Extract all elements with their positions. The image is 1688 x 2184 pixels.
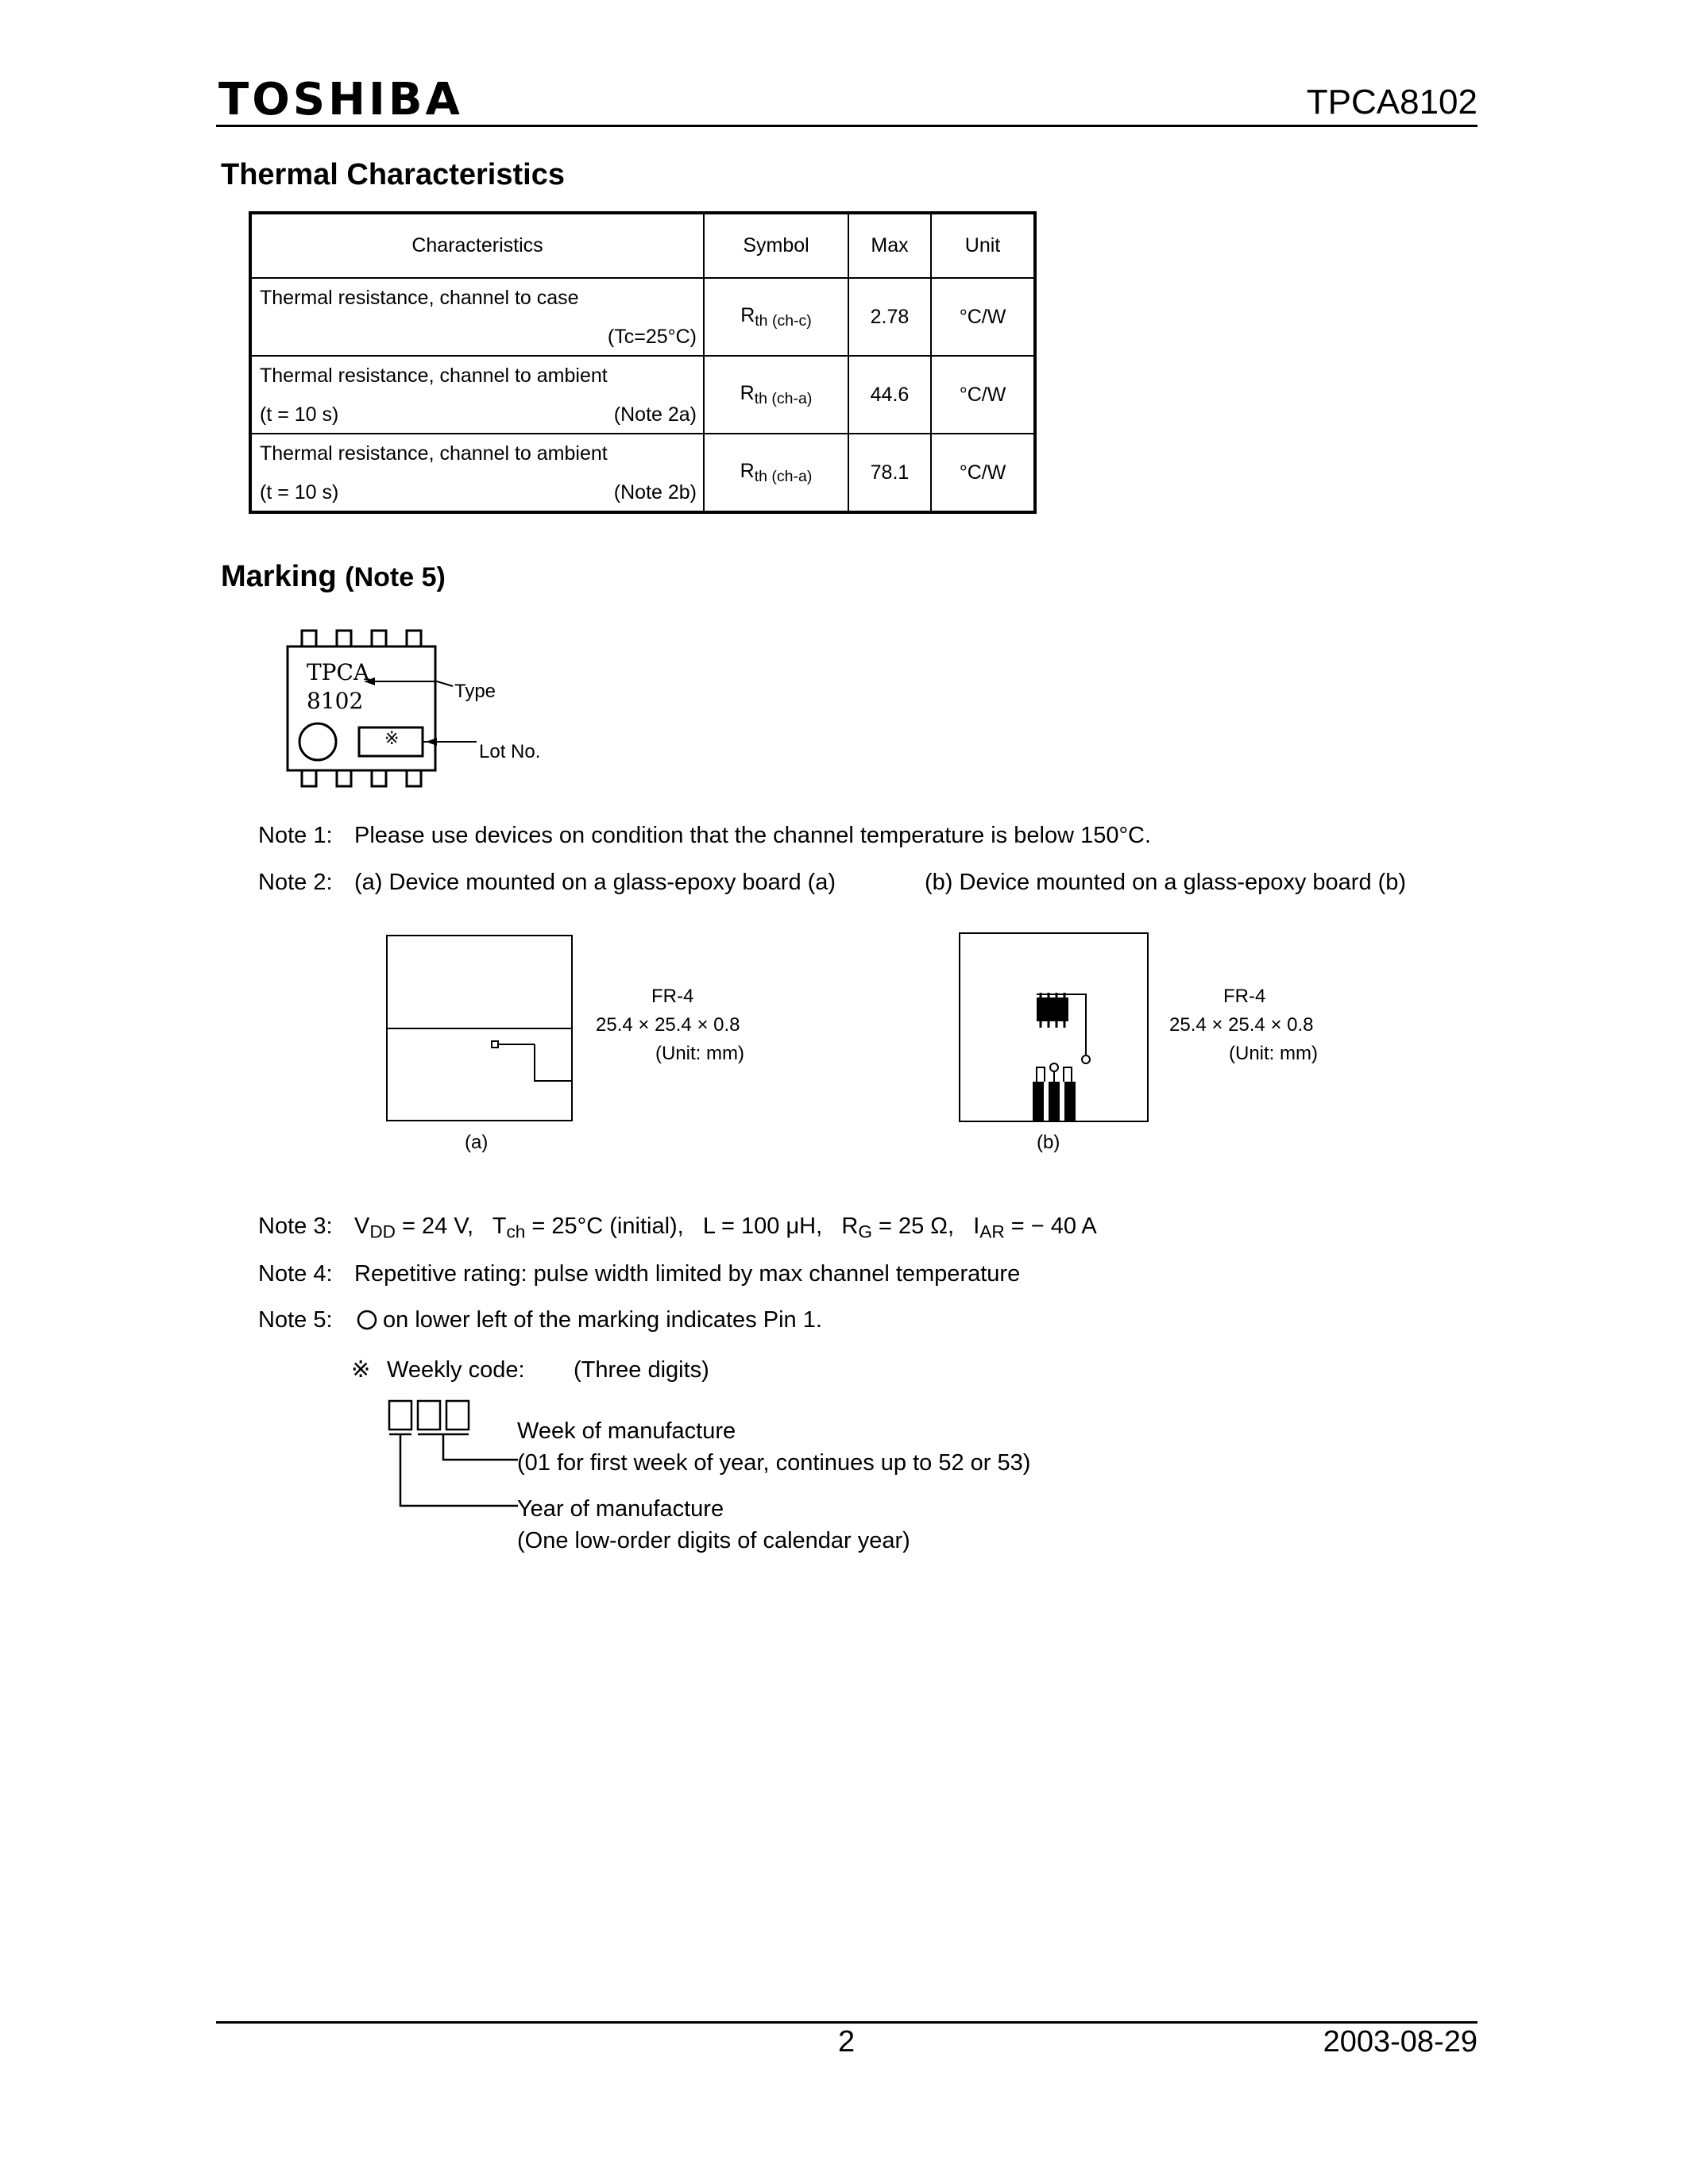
board-b-diagram <box>957 931 1152 1125</box>
board-b-dims: 25.4 × 25.4 × 0.8 <box>1169 1014 1314 1036</box>
board-b-unit: (Unit: mm) <box>1229 1043 1318 1064</box>
table-row <box>250 434 1035 512</box>
package-line2: 8102 <box>307 688 364 714</box>
lot-label: Lot No. <box>479 741 541 762</box>
col-max: Max <box>848 213 931 278</box>
header-rule <box>216 125 1477 127</box>
col-symbol: Symbol <box>704 213 848 278</box>
note3-text: $V_{DD} = 24$ V, $T_{ch} = 25^\circ C$ (initial), L = 100 μH, $R_G = 25$ Ω, $I_{AR}$ = − 40 A <box>354 1214 1097 1242</box>
char-cond-right: (Note 2b) <box>613 481 697 504</box>
type-label: Type <box>454 681 496 702</box>
document-date: 2003-08-29 <box>1323 2025 1477 2059</box>
board-b-caption: (b) <box>1037 1132 1060 1153</box>
char-cond-left: (t = 10 s) <box>260 481 339 504</box>
part-number: TPCA8102 <box>1306 83 1477 122</box>
week-desc: (01 for first week of year, continues up to 52 or 53) <box>517 1450 1031 1476</box>
max-cell: 44.6 <box>848 356 931 434</box>
note4-text: Repetitive rating: pulse width limited by max channel temperature <box>354 1261 1021 1287</box>
board-a-unit: (Unit: mm) <box>655 1043 744 1064</box>
table-row <box>250 278 1035 356</box>
board-a-dims: 25.4 × 25.4 × 0.8 <box>596 1014 740 1036</box>
max-cell: 78.1 <box>848 434 931 512</box>
max-cell: 2.78 <box>848 278 931 356</box>
lot-mark: ※ <box>384 728 400 748</box>
note2-label: Note 2: <box>258 870 333 895</box>
unit-cell: °C/W <box>931 278 1035 356</box>
page-number: 2 <box>838 2025 856 2059</box>
package-line1: TPCA <box>307 659 370 685</box>
note1-text: Please use devices on condition that the channel temperature is below 150°C. <box>354 823 1152 848</box>
marking-title: Marking (Note 5) <box>221 560 446 593</box>
table-header-row <box>250 213 1035 278</box>
col-characteristics: Characteristics <box>250 213 704 278</box>
board-a-caption: (a) <box>465 1132 489 1153</box>
year-desc: (One low-order digits of calendar year) <box>517 1528 910 1553</box>
year-title: Year of manufacture <box>517 1496 724 1522</box>
unit-cell: °C/W <box>931 356 1035 434</box>
board-a-diagram <box>385 933 576 1124</box>
note5-label: Note 5: <box>258 1307 333 1333</box>
thermal-table <box>249 211 1037 514</box>
unit-cell: °C/W <box>931 434 1035 512</box>
char-cond-right: (Note 2a) <box>613 403 697 426</box>
table-row <box>250 356 1035 434</box>
col-unit: Unit <box>931 213 1035 278</box>
pin1-circle-icon <box>356 1309 378 1331</box>
thermal-title: Thermal Characteristics <box>221 158 565 191</box>
char-text: Thermal resistance, channel to case <box>260 287 579 309</box>
note4-label: Note 4: <box>258 1261 333 1287</box>
char-cond-left: (t = 10 s) <box>260 403 339 426</box>
char-text: Thermal resistance, channel to ambient <box>260 365 608 387</box>
note3-label: Note 3: <box>258 1214 333 1239</box>
footer-rule <box>216 2021 1477 2024</box>
weekly-mark: ※ <box>351 1357 371 1383</box>
board-b-material: FR-4 <box>1223 986 1266 1007</box>
note1-label: Note 1: <box>258 823 333 848</box>
weekly-digits: (Three digits) <box>574 1357 709 1383</box>
symbol-cell: $R_{th (ch-c)}$ <box>704 278 848 356</box>
note2-b-text: (b) Device mounted on a glass-epoxy board (b) <box>925 870 1407 895</box>
char-text: Thermal resistance, channel to ambient <box>260 442 608 465</box>
weekly-label: Weekly code: <box>387 1357 525 1383</box>
toshiba-logo: TOSHIBA <box>218 74 463 125</box>
note2-a-text: (a) Device mounted on a glass-epoxy board (a) <box>354 870 836 895</box>
symbol-cell: $R_{th (ch-a)}$ <box>704 356 848 434</box>
char-cond-right: (Tc=25°C) <box>607 326 697 348</box>
symbol-cell: $R_{th (ch-a)}$ <box>704 434 848 512</box>
board-a-material: FR-4 <box>651 986 694 1007</box>
week-title: Week of manufacture <box>517 1418 736 1444</box>
note5-text: on lower left of the marking indicates Pin 1. <box>383 1307 822 1333</box>
weekly-code-diagram <box>381 1398 524 1513</box>
